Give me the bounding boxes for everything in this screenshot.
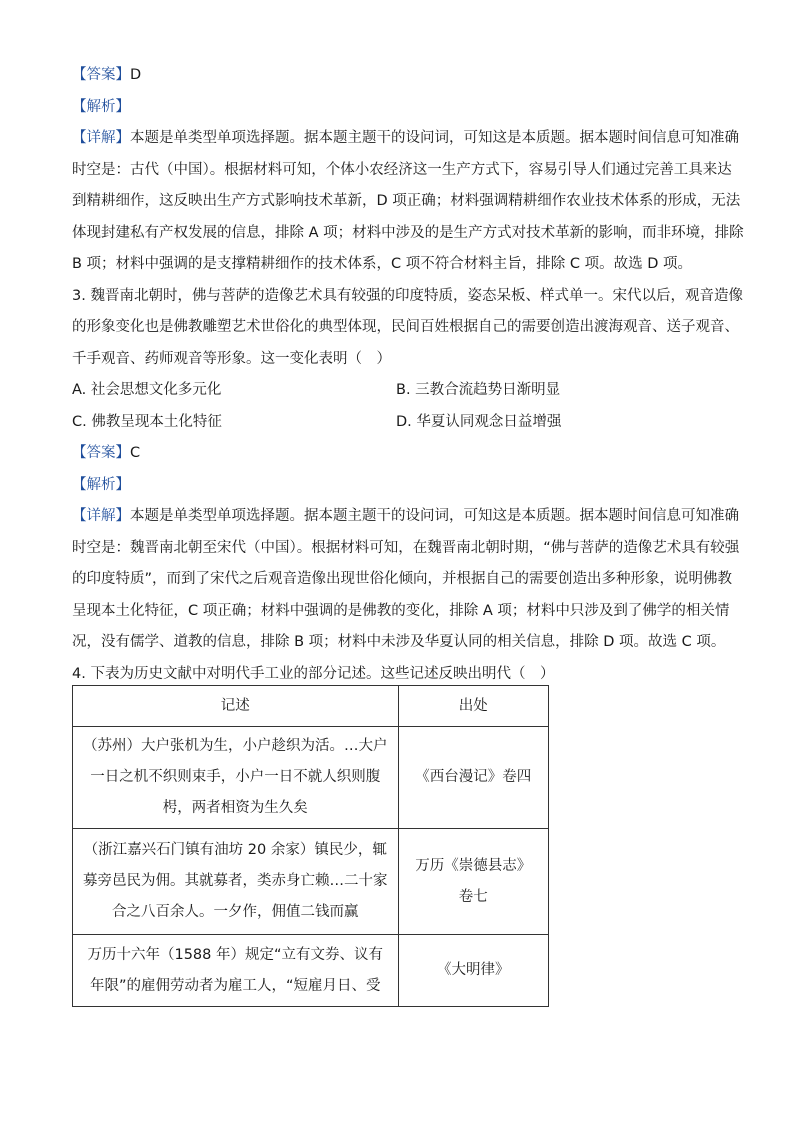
table-row [73, 829, 549, 935]
source-cell: 万历《崇德县志》卷七 [398, 829, 549, 935]
record-cell: （浙江嘉兴石门镇有油坊 20 余家）镇民少，辄 募旁邑民为佣。其就募者，类赤身亡赖…二十家 合之八百余人。一夕作，佣值二钱而赢 [73, 829, 399, 935]
question-4-stem: 4. 下表为历史文献中对明代手工业的部分记述。这些记述反映出明代（ ） [72, 665, 555, 682]
answer-tag: 【答案】 [72, 67, 130, 83]
answer-value: D [130, 67, 142, 83]
source-cell: 《西台漫记》卷四 [398, 727, 549, 829]
detail-line: 呈现本土化特征，C 项正确；材料中强调的是佛教的变化，排除 A 项；材料中只涉及到了佛学的相关情 [72, 602, 730, 619]
detail-line: 况，没有儒学、道教的信息，排除 B 项；材料中未涉及华夏认同的相关信息，排除 D 项。故选 C 项。 [72, 634, 726, 650]
option-a: A. 社会思想文化多元化 [72, 382, 222, 398]
answer-line [72, 438, 722, 470]
question-3-options [72, 375, 722, 438]
detail-line: 【详解】本题是单类型单项选择题。据本题主题干的设问词，可知这是本质题。据本题时间信息可知准确 [72, 508, 739, 524]
source-cell: 《大明律》 [398, 935, 549, 1007]
detail-line: 的印度特质”，而到了宋代之后观音造像出现世俗化倾向，并根据自己的需要创造出多种形象，说明佛教 [72, 571, 733, 587]
table-row [73, 727, 549, 829]
detail-line: 到精耕细作，这反映出生产方式影响技术革新，D 项正确；材料强调精耕细作农业技术体系的形成，无法 [72, 193, 741, 209]
detail-line: 体现封建私有产权发展的信息，排除 A 项；材料中涉及的是生产方式对技术革新的影响，而非环境，排除 [72, 224, 744, 241]
question-3-stem: 3. 魏晋南北朝时，佛与菩萨的造像艺术具有较强的印度特质，姿态呆板、样式单一。宋代以后，观音造像 [72, 287, 743, 304]
detail-line: 时空是：古代（中国）。根据材料可知，个体小农经济这一生产方式下，容易引导人们通过完善工具来达 [72, 161, 732, 178]
option-c: C. 佛教呈现本土化特征 [72, 413, 222, 430]
header-source: 出处 [398, 686, 549, 727]
table-header-row [73, 686, 549, 727]
detail-line: 时空是：魏晋南北朝至宋代（中国）。根据材料可知，在魏晋南北朝时期，“佛与菩萨的造像艺术具有较强 [72, 539, 740, 556]
option-b: B. 三教合流趋势日渐明显 [396, 382, 561, 398]
analysis-tag: 【解析】 [72, 476, 130, 493]
option-d: D. 华夏认同观念日益增强 [396, 413, 562, 430]
answer-line [72, 60, 722, 92]
record-cell: 万历十六年（1588 年）规定“立有文券、议有 年限”的雇佣劳动者为雇工人，“短雇月日、受 [73, 935, 399, 1007]
table-row [73, 935, 549, 1007]
document-page [72, 60, 744, 994]
record-cell: （苏州）大户张机为生，小户趁织为活。…大户 一日之机不织则束手，小户一日不就人织则腹 枵，两者相资为生久矣 [73, 727, 399, 829]
detail-tag: 【详解】 [72, 508, 130, 524]
records-table [72, 685, 549, 1007]
question-3-stem: 的形象变化也是佛教雕塑艺术世俗化的典型体现，民间百姓根据自己的需要创造出渡海观音、送子观音、 [72, 319, 739, 335]
question-3-stem: 千手观音、药师观音等形象。这一变化表明（ ） [72, 350, 391, 367]
detail-line: B 项；材料中强调的是支撑精耕细作的技术体系，C 项不符合材料主旨，排除 C 项。故选 D 项。 [72, 256, 693, 272]
detail-tag: 【详解】 [72, 130, 130, 146]
analysis-tag: 【解析】 [72, 98, 130, 115]
detail-line: 【详解】本题是单类型单项选择题。据本题主题干的设问词，可知这是本质题。据本题时间信息可知准确 [72, 130, 739, 146]
header-record: 记述 [73, 686, 399, 727]
answer-tag: 【答案】 [72, 445, 130, 461]
answer-value: C [130, 445, 141, 461]
